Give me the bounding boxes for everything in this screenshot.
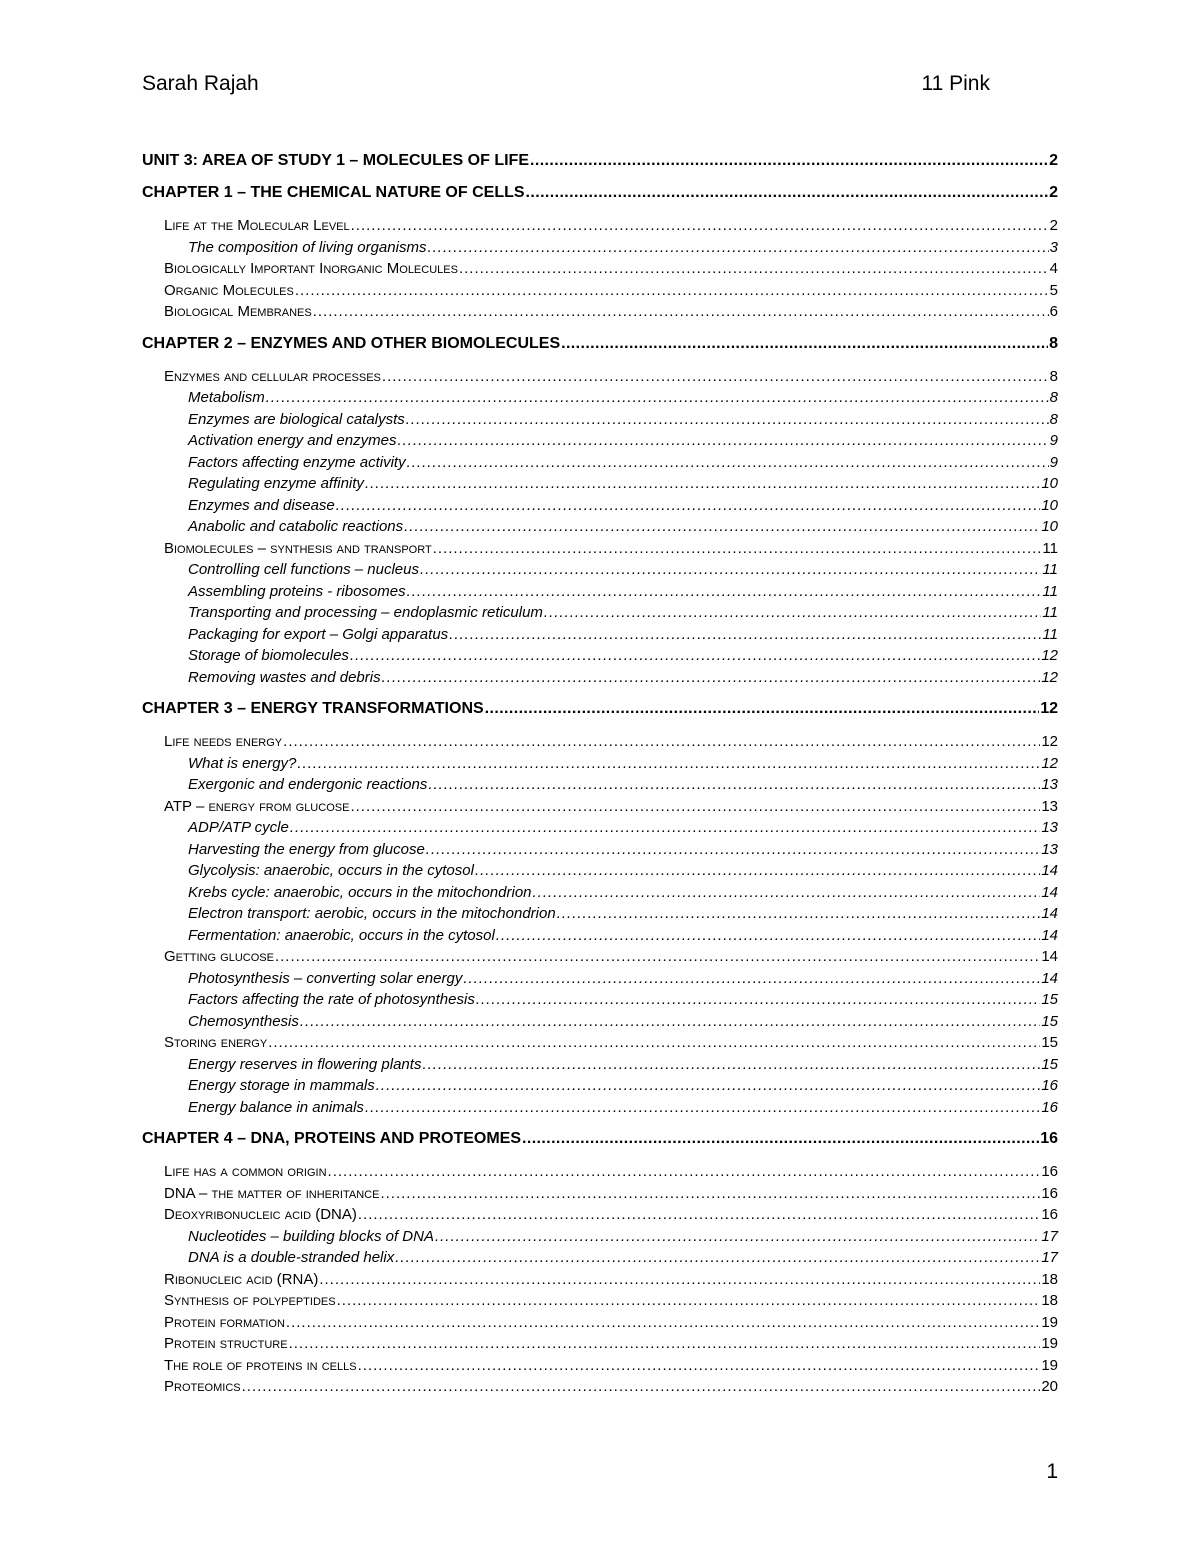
toc-entry-title: CHAPTER 1 – THE CHEMICAL NATURE OF CELLS bbox=[142, 184, 525, 201]
toc-entry-title: Exergonic and endergonic reactions bbox=[188, 776, 428, 793]
toc-section-entry[interactable] bbox=[142, 733, 1058, 755]
toc-entry-page: 13 bbox=[1041, 797, 1058, 815]
toc-entry-title: The composition of living organisms bbox=[188, 238, 427, 256]
toc-entry-title: What is energy? bbox=[188, 754, 297, 772]
toc-dot-leader bbox=[475, 862, 1040, 879]
toc-entry-title: Synthesis of polypeptides bbox=[164, 1292, 336, 1309]
toc-subsection-entry[interactable] bbox=[142, 819, 1058, 841]
toc-entry-title: Nucleotides – building blocks of DNA bbox=[188, 1227, 434, 1245]
toc-entry-title: Energy balance in animals bbox=[188, 1098, 364, 1116]
toc-entry-page: 17 bbox=[1041, 1249, 1058, 1266]
toc-dot-leader bbox=[382, 368, 1049, 385]
toc-dot-leader bbox=[433, 540, 1042, 557]
toc-entry-page: 14 bbox=[1041, 862, 1058, 879]
toc-section-entry[interactable] bbox=[142, 540, 1058, 562]
toc-dot-leader bbox=[382, 669, 1041, 686]
toc-dot-leader bbox=[275, 948, 1040, 965]
toc-entry-page: 16 bbox=[1041, 1098, 1058, 1116]
toc-entry-title: Metabolism bbox=[188, 389, 265, 406]
toc-dot-leader bbox=[376, 1077, 1041, 1094]
toc-dot-leader bbox=[557, 905, 1041, 922]
toc-dot-leader bbox=[427, 239, 1048, 256]
toc-subsection-entry[interactable] bbox=[142, 669, 1058, 691]
toc-entry-title: Removing wastes and debris bbox=[188, 668, 381, 686]
toc-entry-page: 10 bbox=[1041, 496, 1058, 514]
toc-entry-title: CHAPTER 3 – ENERGY TRANSFORMATIONS bbox=[142, 700, 484, 717]
toc-subsection-entry[interactable] bbox=[142, 755, 1058, 777]
toc-dot-leader bbox=[300, 1013, 1040, 1030]
toc-subsection-entry[interactable] bbox=[142, 411, 1058, 433]
toc-entry-page: 3 bbox=[1049, 238, 1058, 256]
toc-chapter-entry[interactable] bbox=[142, 1130, 1058, 1151]
toc-entry-page: 12 bbox=[1041, 647, 1058, 664]
toc-dot-leader bbox=[289, 1335, 1041, 1352]
toc-dot-leader bbox=[328, 1163, 1041, 1180]
toc-entry-page: 5 bbox=[1049, 281, 1058, 299]
toc-dot-leader bbox=[286, 1314, 1040, 1331]
toc-entry-title: Life needs energy bbox=[164, 733, 283, 750]
toc-section-entry[interactable] bbox=[142, 368, 1058, 390]
toc-section-entry[interactable] bbox=[142, 1206, 1058, 1228]
toc-entry-title: Energy reserves in flowering plants bbox=[188, 1055, 422, 1073]
toc-subsection-entry[interactable] bbox=[142, 1056, 1058, 1078]
toc-dot-leader bbox=[530, 152, 1048, 170]
toc-entry-page: 11 bbox=[1042, 561, 1058, 578]
toc-entry-title: DNA – the matter of inheritance bbox=[164, 1184, 380, 1202]
toc-section-entry[interactable] bbox=[142, 1378, 1058, 1400]
toc-subsection-entry[interactable] bbox=[142, 497, 1058, 519]
toc-entry-title: Enzymes and disease bbox=[188, 496, 335, 514]
toc-dot-leader bbox=[295, 282, 1049, 299]
toc-entry-page: 11 bbox=[1042, 625, 1058, 643]
toc-subsection-entry[interactable] bbox=[142, 561, 1058, 583]
toc-entry-page: 8 bbox=[1049, 389, 1058, 406]
toc-dot-leader bbox=[397, 432, 1048, 449]
toc-section-entry[interactable] bbox=[142, 948, 1058, 970]
toc-entry-page: 8 bbox=[1049, 367, 1058, 385]
toc-entry-title: Photosynthesis – converting solar energy bbox=[188, 969, 463, 987]
toc-dot-leader bbox=[290, 819, 1040, 836]
toc-subsection-entry[interactable] bbox=[142, 841, 1058, 863]
toc-subsection-entry[interactable] bbox=[142, 970, 1058, 992]
toc-dot-leader bbox=[435, 1228, 1040, 1245]
toc-section-entry[interactable] bbox=[142, 1271, 1058, 1293]
toc-subsection-entry[interactable] bbox=[142, 239, 1058, 261]
toc-entry-title: Chemosynthesis bbox=[188, 1012, 299, 1030]
toc-entry-page: 11 bbox=[1042, 582, 1058, 600]
toc-dot-leader bbox=[476, 991, 1040, 1008]
toc-entry-page: 14 bbox=[1041, 905, 1058, 922]
toc-section-entry[interactable] bbox=[142, 260, 1058, 282]
toc-entry-page: 13 bbox=[1041, 840, 1058, 858]
toc-entry-page: 2 bbox=[1049, 184, 1058, 201]
toc-dot-leader bbox=[449, 626, 1041, 643]
toc-entry-page: 8 bbox=[1049, 334, 1058, 352]
toc-chapter-entry[interactable] bbox=[142, 700, 1058, 721]
toc-entry-title: Biomolecules – synthesis and transport bbox=[164, 539, 432, 557]
toc-entry-title: Krebs cycle: anaerobic, occurs in the mitochondrion bbox=[188, 883, 532, 901]
toc-chapter-entry[interactable] bbox=[142, 184, 1058, 205]
toc-dot-leader bbox=[380, 1185, 1040, 1202]
toc-dot-leader bbox=[526, 184, 1049, 202]
toc-entry-title: Proteomics bbox=[164, 1378, 241, 1395]
toc-entry-title: Anabolic and catabolic reactions bbox=[188, 518, 404, 535]
toc-subsection-entry[interactable] bbox=[142, 389, 1058, 411]
toc-dot-leader bbox=[337, 1292, 1041, 1309]
toc-dot-leader bbox=[407, 583, 1042, 600]
toc-entry-page: 12 bbox=[1041, 668, 1058, 686]
toc-subsection-entry[interactable] bbox=[142, 432, 1058, 454]
toc-dot-leader bbox=[485, 700, 1040, 718]
toc-entry-page: 16 bbox=[1041, 1206, 1058, 1223]
toc-subsection-entry[interactable] bbox=[142, 905, 1058, 927]
toc-chapter-entry[interactable] bbox=[142, 335, 1058, 356]
toc-entry-page: 16 bbox=[1040, 1130, 1058, 1147]
toc-entry-title: Organic Molecules bbox=[164, 281, 294, 299]
toc-entry-page: 11 bbox=[1042, 539, 1058, 557]
toc-subsection-entry[interactable] bbox=[142, 647, 1058, 669]
toc-entry-title: CHAPTER 4 – DNA, PROTEINS AND PROTEOMES bbox=[142, 1130, 522, 1147]
toc-entry-page: 15 bbox=[1041, 1034, 1058, 1051]
toc-entry-page: 18 bbox=[1041, 1270, 1058, 1288]
toc-dot-leader bbox=[404, 518, 1040, 535]
toc-dot-leader bbox=[283, 733, 1040, 750]
toc-entry-title: CHAPTER 2 – ENZYMES AND OTHER BIOMOLECULES bbox=[142, 334, 561, 352]
page-header bbox=[142, 72, 990, 102]
toc-entry-title: ATP – energy from glucose bbox=[164, 797, 350, 815]
toc-entry-title: Factors affecting the rate of photosynthesis bbox=[188, 991, 475, 1008]
toc-subsection-entry[interactable] bbox=[142, 583, 1058, 605]
toc-entry-page: 18 bbox=[1041, 1292, 1058, 1309]
toc-dot-leader bbox=[336, 497, 1041, 514]
toc-entry-page: 12 bbox=[1040, 700, 1058, 717]
toc-section-entry[interactable] bbox=[142, 1292, 1058, 1314]
toc-entry-page: 14 bbox=[1041, 948, 1058, 965]
toc-entry-page: 15 bbox=[1041, 991, 1058, 1008]
toc-entry-page: 13 bbox=[1041, 776, 1058, 793]
toc-entry-page: 16 bbox=[1041, 1077, 1058, 1094]
toc-entry-title: Harvesting the energy from glucose bbox=[188, 840, 425, 858]
toc-section-entry[interactable] bbox=[142, 282, 1058, 304]
toc-dot-leader bbox=[522, 1130, 1039, 1148]
toc-entry-page: 15 bbox=[1041, 1012, 1058, 1030]
toc-subsection-entry[interactable] bbox=[142, 475, 1058, 497]
toc-dot-leader bbox=[395, 1249, 1040, 1266]
page-number: 1 bbox=[1046, 1460, 1058, 1483]
toc-entry-page: 19 bbox=[1041, 1313, 1058, 1331]
toc-dot-leader bbox=[266, 389, 1049, 406]
toc-entry-page: 19 bbox=[1041, 1356, 1058, 1374]
toc-entry-title: Regulating enzyme affinity bbox=[188, 475, 364, 492]
toc-entry-title: DNA is a double-stranded helix bbox=[188, 1249, 395, 1266]
toc-entry-page: 9 bbox=[1049, 432, 1058, 449]
toc-dot-leader bbox=[268, 1034, 1040, 1051]
toc-dot-leader bbox=[358, 1357, 1041, 1374]
toc-dot-leader bbox=[365, 1099, 1040, 1116]
toc-entry-title: Energy storage in mammals bbox=[188, 1077, 375, 1094]
toc-entry-page: 10 bbox=[1041, 518, 1058, 535]
toc-subsection-entry[interactable] bbox=[142, 626, 1058, 648]
toc-entry-page: 12 bbox=[1041, 733, 1058, 750]
toc-section-entry[interactable] bbox=[142, 1335, 1058, 1357]
toc-dot-leader bbox=[350, 798, 1040, 815]
toc-entry-page: 20 bbox=[1041, 1378, 1058, 1395]
toc-dot-leader bbox=[358, 1206, 1040, 1223]
table-of-contents bbox=[142, 152, 1058, 1400]
toc-dot-leader bbox=[319, 1271, 1040, 1288]
toc-dot-leader bbox=[459, 260, 1049, 277]
toc-entry-page: 14 bbox=[1041, 883, 1058, 901]
toc-entry-title: Protein formation bbox=[164, 1313, 285, 1331]
toc-entry-title: UNIT 3: AREA OF STUDY 1 – MOLECULES OF LIFE bbox=[142, 152, 529, 169]
toc-subsection-entry[interactable] bbox=[142, 1013, 1058, 1035]
toc-entry-title: Transporting and processing – endoplasmic reticulum bbox=[188, 604, 543, 621]
toc-entry-page: 10 bbox=[1041, 475, 1058, 492]
class-name: 11 Pink bbox=[921, 72, 990, 95]
toc-section-entry[interactable] bbox=[142, 1185, 1058, 1207]
toc-dot-leader bbox=[365, 475, 1040, 492]
toc-entry-page: 14 bbox=[1041, 969, 1058, 987]
toc-entry-title: Controlling cell functions – nucleus bbox=[188, 561, 419, 578]
toc-entry-title: Activation energy and enzymes bbox=[188, 432, 397, 449]
toc-section-entry[interactable] bbox=[142, 1314, 1058, 1336]
toc-entry-title: Packaging for export – Golgi apparatus bbox=[188, 625, 449, 643]
author-name: Sarah Rajah bbox=[142, 72, 259, 95]
toc-entry-title: Assembling proteins - ribosomes bbox=[188, 582, 406, 600]
toc-entry-page: 6 bbox=[1049, 303, 1058, 320]
toc-subsection-entry[interactable] bbox=[142, 776, 1058, 798]
toc-entry-title: Getting glucose bbox=[164, 948, 274, 965]
toc-dot-leader bbox=[297, 755, 1040, 772]
toc-entry-title: Enzymes and cellular processes bbox=[164, 367, 381, 385]
toc-dot-leader bbox=[496, 927, 1040, 944]
toc-dot-leader bbox=[463, 970, 1040, 987]
toc-dot-leader bbox=[544, 604, 1042, 621]
toc-dot-leader bbox=[428, 776, 1040, 793]
toc-entry-page: 17 bbox=[1041, 1227, 1058, 1245]
toc-entry-title: Deoxyribonucleic acid (DNA) bbox=[164, 1206, 357, 1223]
toc-entry-page: 8 bbox=[1049, 410, 1058, 428]
toc-entry-title: Fermentation: anaerobic, occurs in the cytosol bbox=[188, 926, 495, 944]
toc-subsection-entry[interactable] bbox=[142, 991, 1058, 1013]
toc-entry-title: Life at the Molecular Level bbox=[164, 217, 350, 234]
toc-entry-page: 2 bbox=[1049, 152, 1058, 169]
toc-dot-leader bbox=[350, 647, 1040, 664]
toc-section-entry[interactable] bbox=[142, 217, 1058, 239]
toc-subsection-entry[interactable] bbox=[142, 1099, 1058, 1121]
toc-entry-page: 12 bbox=[1041, 754, 1058, 772]
toc-subsection-entry[interactable] bbox=[142, 604, 1058, 626]
toc-entry-page: 16 bbox=[1041, 1184, 1058, 1202]
toc-subsection-entry[interactable] bbox=[142, 1228, 1058, 1250]
toc-dot-leader bbox=[426, 841, 1041, 858]
toc-entry-title: Life has a common origin bbox=[164, 1163, 327, 1180]
toc-section-entry[interactable] bbox=[142, 1034, 1058, 1056]
toc-entry-title: Storage of biomolecules bbox=[188, 647, 349, 664]
toc-entry-page: 9 bbox=[1049, 453, 1058, 471]
toc-dot-leader bbox=[533, 884, 1041, 901]
toc-subsection-entry[interactable] bbox=[142, 1077, 1058, 1099]
toc-subsection-entry[interactable] bbox=[142, 862, 1058, 884]
toc-subsection-entry[interactable] bbox=[142, 454, 1058, 476]
toc-section-entry[interactable] bbox=[142, 303, 1058, 325]
toc-section-entry[interactable] bbox=[142, 1163, 1058, 1185]
toc-entry-title: Electron transport: aerobic, occurs in the mitochondrion bbox=[188, 905, 556, 922]
toc-entry-page: 2 bbox=[1049, 217, 1058, 234]
toc-entry-page: 11 bbox=[1042, 604, 1058, 621]
toc-entry-title: Biological Membranes bbox=[164, 303, 312, 320]
toc-entry-page: 14 bbox=[1041, 926, 1058, 944]
toc-entry-title: Biologically Important Inorganic Molecules bbox=[164, 260, 458, 277]
toc-entry-title: Glycolysis: anaerobic, occurs in the cytosol bbox=[188, 862, 474, 879]
toc-subsection-entry[interactable] bbox=[142, 927, 1058, 949]
toc-entry-title: Storing energy bbox=[164, 1034, 268, 1051]
toc-entry-title: Factors affecting enzyme activity bbox=[188, 453, 406, 471]
toc-entry-page: 15 bbox=[1041, 1055, 1058, 1073]
toc-entry-title: ADP/ATP cycle bbox=[188, 819, 289, 836]
toc-dot-leader bbox=[242, 1378, 1041, 1395]
toc-dot-leader bbox=[422, 1056, 1040, 1073]
toc-entry-page: 4 bbox=[1049, 260, 1058, 277]
toc-dot-leader bbox=[406, 411, 1049, 428]
toc-entry-title: Enzymes are biological catalysts bbox=[188, 410, 405, 428]
toc-entry-title: The role of proteins in cells bbox=[164, 1356, 357, 1374]
toc-section-entry[interactable] bbox=[142, 1357, 1058, 1379]
toc-entry-title: Protein structure bbox=[164, 1335, 288, 1352]
toc-dot-leader bbox=[351, 217, 1049, 234]
toc-chapter-entry[interactable] bbox=[142, 152, 1058, 173]
toc-dot-leader bbox=[407, 454, 1049, 471]
toc-entry-title: Ribonucleic acid (RNA) bbox=[164, 1270, 319, 1288]
toc-dot-leader bbox=[420, 561, 1041, 578]
toc-dot-leader bbox=[561, 335, 1048, 353]
toc-entry-page: 13 bbox=[1041, 819, 1058, 836]
toc-entry-page: 16 bbox=[1041, 1163, 1058, 1180]
toc-section-entry[interactable] bbox=[142, 798, 1058, 820]
toc-subsection-entry[interactable] bbox=[142, 518, 1058, 540]
toc-dot-leader bbox=[313, 303, 1049, 320]
toc-entry-page: 19 bbox=[1041, 1335, 1058, 1352]
toc-subsection-entry[interactable] bbox=[142, 884, 1058, 906]
toc-subsection-entry[interactable] bbox=[142, 1249, 1058, 1271]
